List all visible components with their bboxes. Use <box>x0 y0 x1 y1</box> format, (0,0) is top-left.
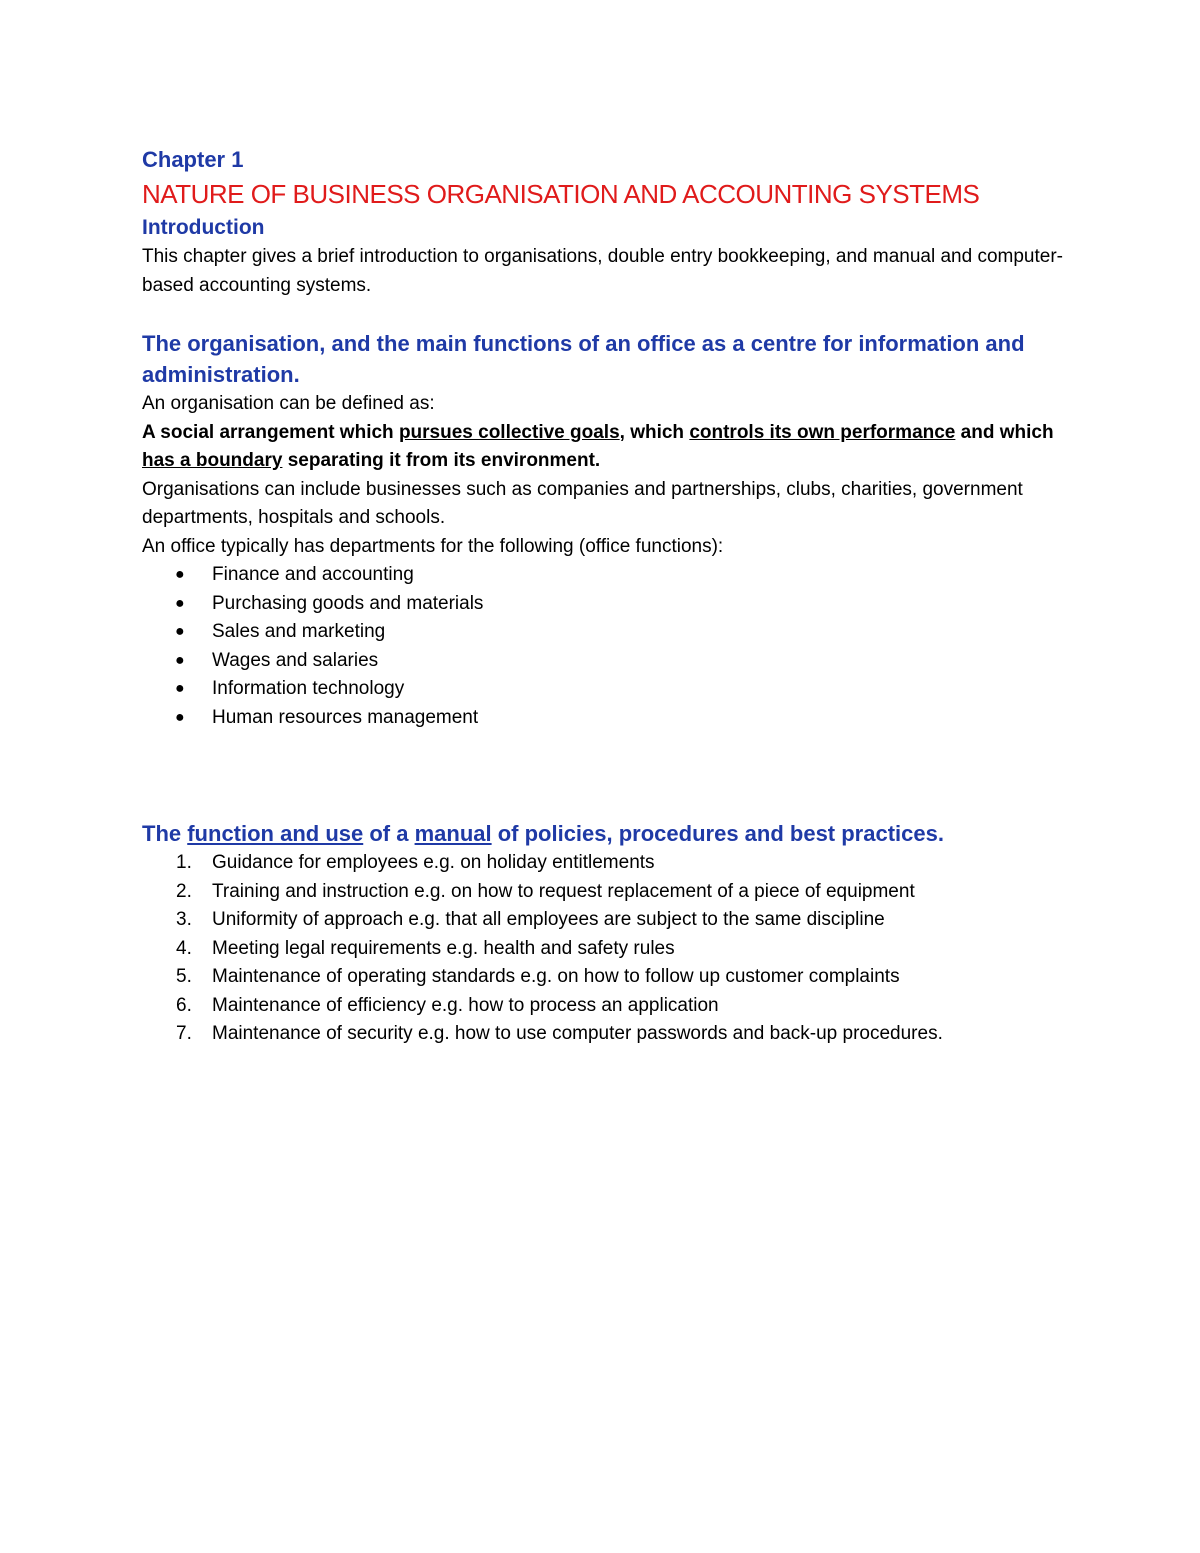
manual-uses-list <box>142 849 1082 1049</box>
list-item-text: Purchasing goods and materials <box>212 592 484 614</box>
definition-underlined-text: controls its own performance <box>689 421 956 443</box>
list-item <box>142 992 1082 1021</box>
list-item <box>142 906 1082 935</box>
list-item <box>142 849 1082 878</box>
list-item-number: 3. <box>176 909 192 930</box>
section2-heading <box>142 818 1082 849</box>
definition-text: separating it from its environment. <box>282 450 601 471</box>
section1-includes: Organisations can include businesses such as companies and partnerships, clubs, charities, government departments, hospitals and schools. <box>142 478 1023 528</box>
list-item-text: Maintenance of security e.g. how to use computer passwords and back-up procedures. <box>212 1023 943 1044</box>
heading-underlined-text: manual <box>414 821 492 846</box>
bullet-icon: ● <box>175 566 185 583</box>
list-item-text: Maintenance of operating standards e.g. on how to follow up customer complaints <box>212 966 900 987</box>
bullet-icon: ● <box>175 623 185 640</box>
list-item <box>142 1020 1082 1049</box>
document-content <box>142 145 1082 1049</box>
bullet-icon: ● <box>175 651 185 669</box>
intro-heading: Introduction <box>142 216 265 239</box>
list-item <box>142 618 1082 647</box>
list-item-number: 2. <box>176 880 192 902</box>
list-item <box>142 590 1082 619</box>
list-item-text: Guidance for employees e.g. on holiday entitlements <box>212 852 655 873</box>
bullet-icon: ● <box>175 680 185 697</box>
list-item <box>142 935 1082 964</box>
chapter-label: Chapter 1 <box>142 147 244 172</box>
definition-text: and which <box>955 421 1054 443</box>
section1-defined-as: An organisation can be defined as: <box>142 393 435 414</box>
list-item-number: 1. <box>176 852 192 873</box>
list-item-text: Training and instruction e.g. on how to request replacement of a piece of equipment <box>212 880 915 902</box>
definition-text: A social arrangement which <box>142 421 399 443</box>
bullet-icon: ● <box>175 708 185 726</box>
spacer <box>142 732 1082 818</box>
spacer <box>142 300 1082 328</box>
list-item-text: Wages and salaries <box>212 649 379 671</box>
section1-heading: The organisation, and the main functions of an office as a centre for information and administration. <box>142 331 1025 387</box>
list-item-number: 6. <box>176 994 192 1016</box>
list-item-text: Maintenance of efficiency e.g. how to process an application <box>212 994 719 1016</box>
definition-underlined-text: has a boundary <box>142 450 283 471</box>
list-item <box>142 647 1082 676</box>
office-functions-list <box>142 561 1082 732</box>
list-item-text: Information technology <box>212 678 405 699</box>
heading-underlined-text: function and use <box>187 821 364 846</box>
list-item <box>142 675 1082 704</box>
list-item <box>142 963 1082 992</box>
list-item-number: 4. <box>176 937 192 959</box>
list-item-text: Meeting legal requirements e.g. health and safety rules <box>212 937 675 959</box>
list-item-number: 7. <box>176 1023 192 1044</box>
heading-text: of policies, procedures and best practices. <box>491 821 944 846</box>
chapter-title: NATURE OF BUSINESS ORGANISATION AND ACCOUNTING SYSTEMS <box>142 179 980 209</box>
intro-text: This chapter gives a brief introduction to organisations, double entry bookkeeping, and manual and computer-based accounting systems. <box>142 246 1063 296</box>
list-item <box>142 561 1082 590</box>
section1-office-intro: An office typically has departments for the following (office functions): <box>142 535 724 557</box>
list-item-text: Uniformity of approach e.g. that all employees are subject to the same discipline <box>212 909 885 930</box>
list-item-text: Human resources management <box>212 706 479 728</box>
definition-underlined-text: pursues collective goals <box>398 421 620 443</box>
list-item-text: Finance and accounting <box>212 564 414 585</box>
heading-text: The <box>142 821 188 846</box>
bullet-icon: ● <box>175 594 185 612</box>
definition-text: , which <box>619 421 690 443</box>
list-item <box>142 704 1082 733</box>
list-item <box>142 878 1082 907</box>
list-item-text: Sales and marketing <box>212 621 386 642</box>
heading-text: of a <box>363 821 415 846</box>
list-item-number: 5. <box>176 966 192 987</box>
organisation-definition <box>142 419 1082 476</box>
